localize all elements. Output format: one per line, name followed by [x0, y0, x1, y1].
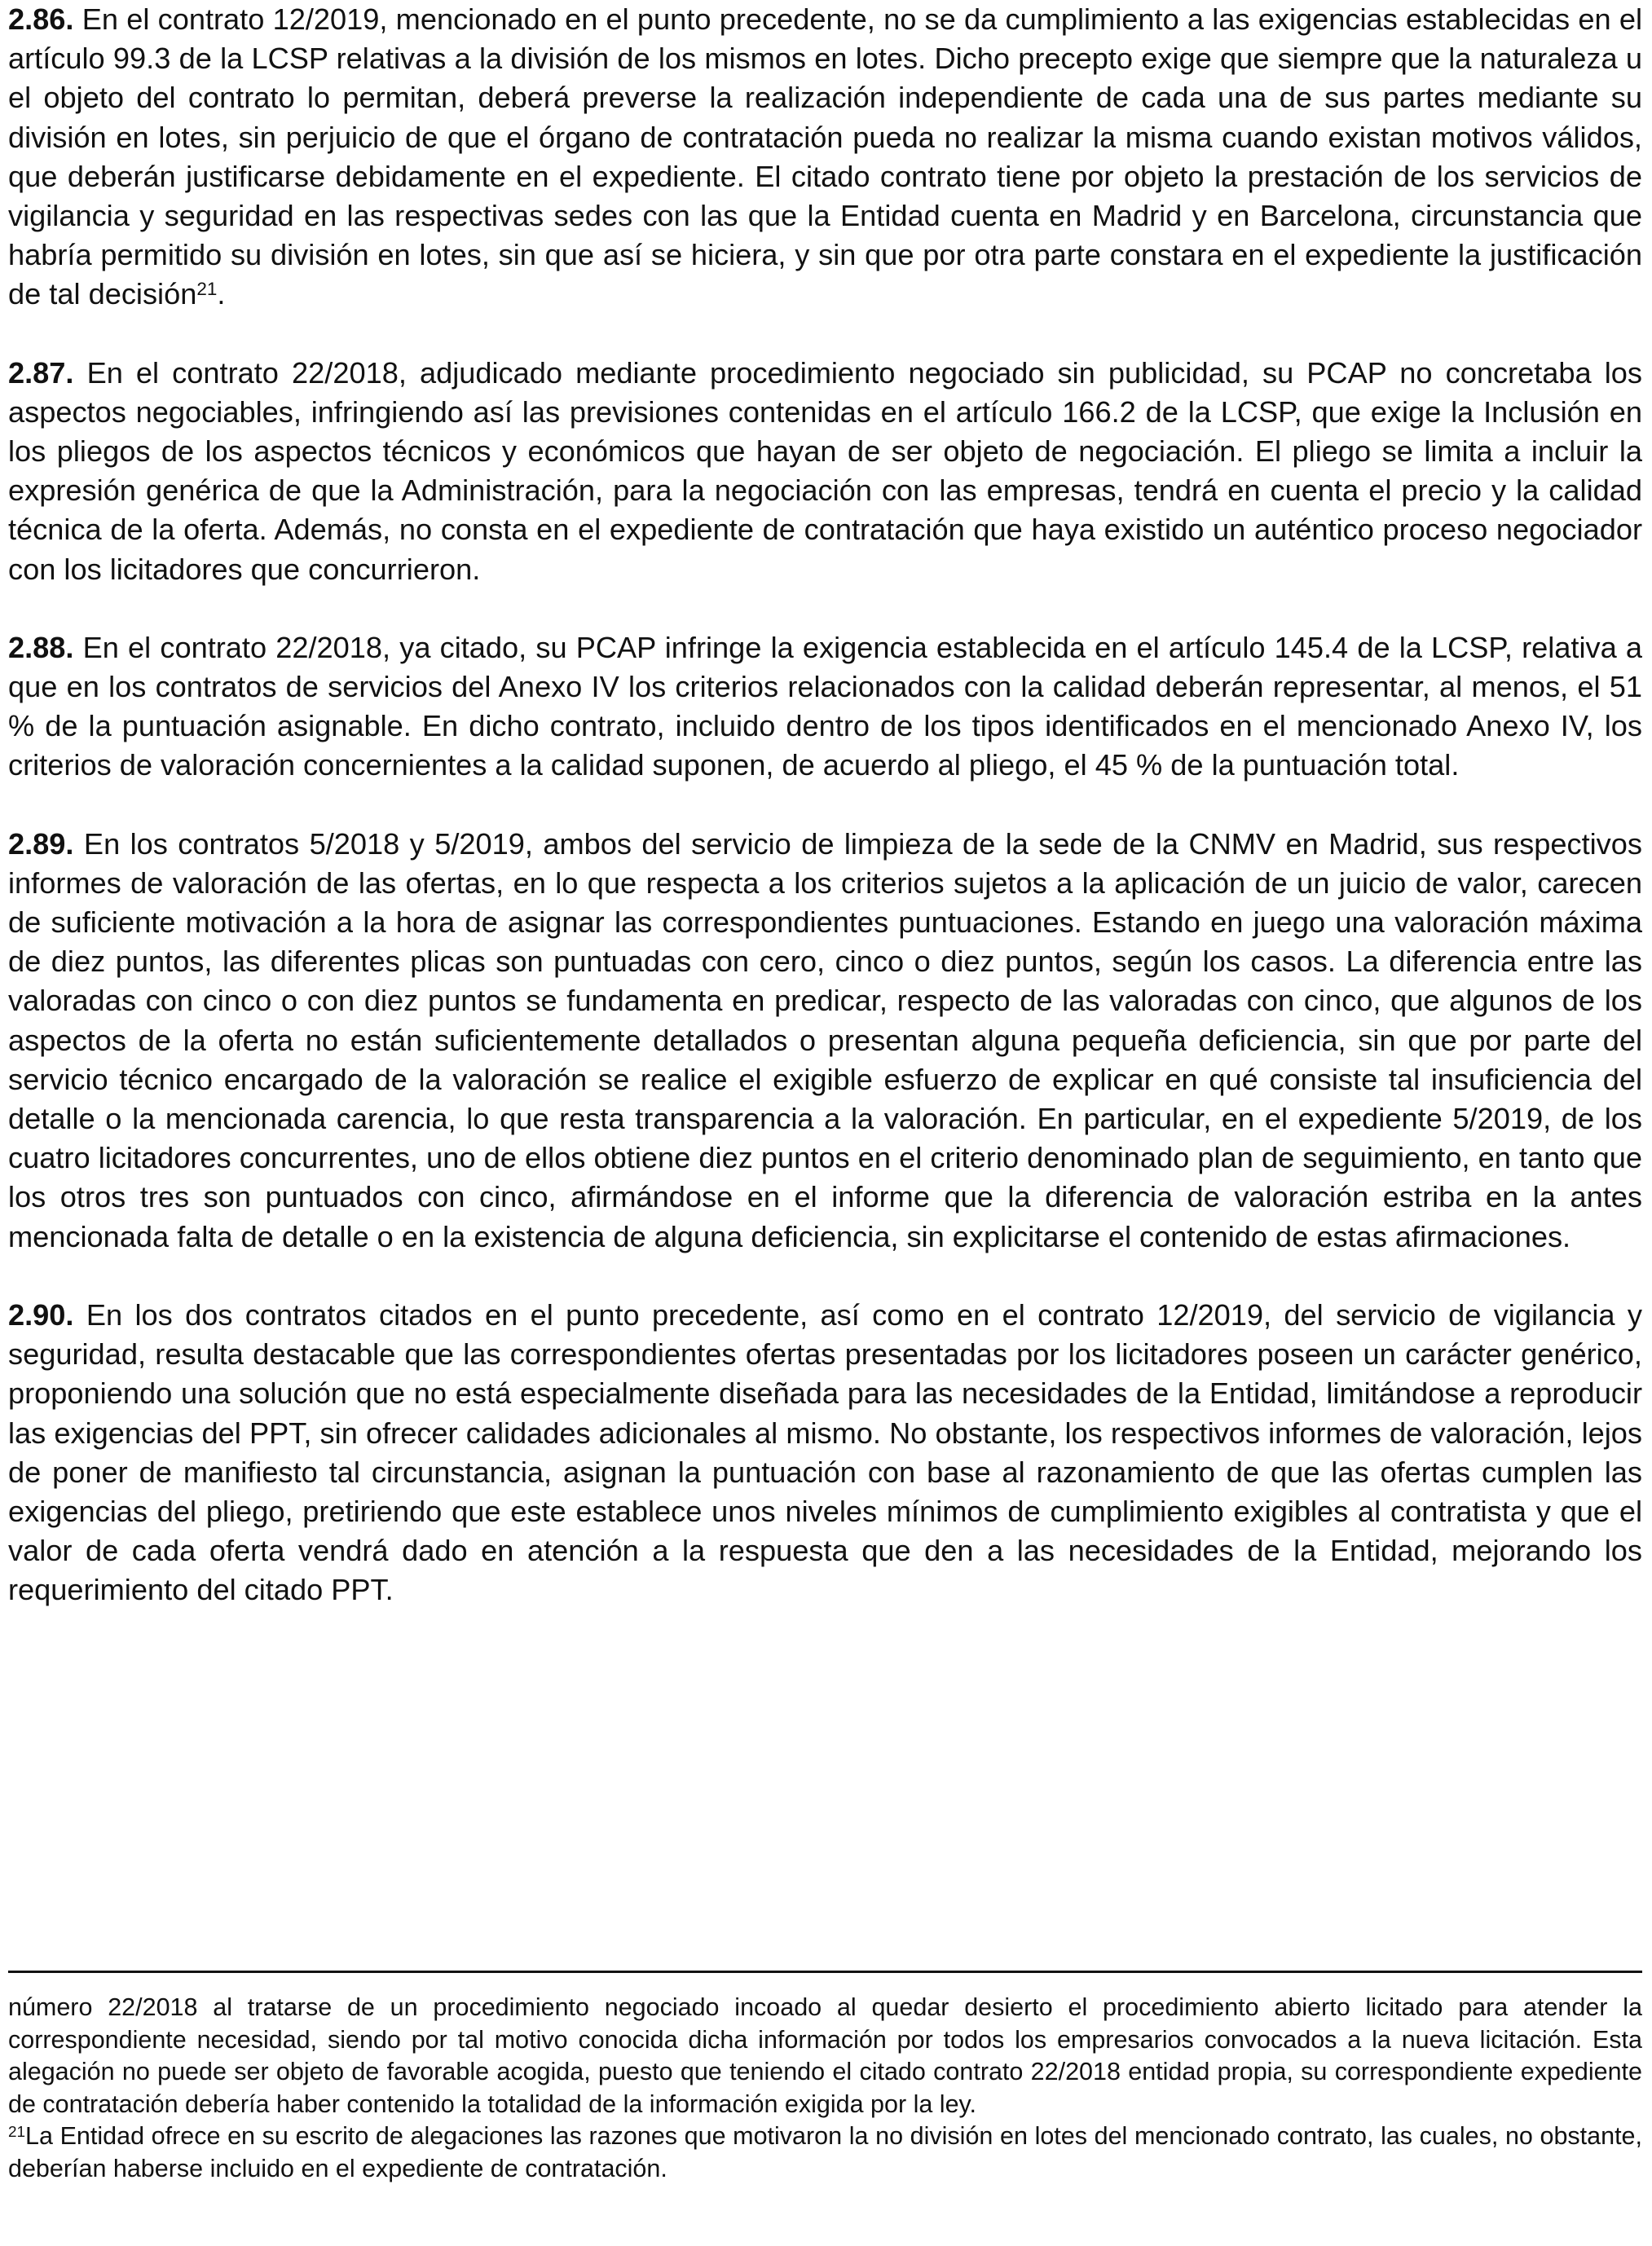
- paragraph-2-88: [8, 628, 1642, 786]
- footnote-21: [8, 2120, 1642, 2185]
- footnote-reference[interactable]: 21: [196, 279, 218, 300]
- footnote-text: La Entidad ofrece en su escrito de alegaciones las razones que motivaron la no división en lotes del mencionado contrato, las cuales, no obstante, deberían haberse incluido en el expediente de contratación.: [8, 2122, 1642, 2182]
- paragraph-number: 2.87.: [8, 355, 74, 390]
- footnotes-section: [8, 1992, 1642, 2185]
- paragraph-number: 2.90.: [8, 1297, 74, 1332]
- paragraph-text: En el contrato 12/2019, mencionado en el punto precedente, no se da cumplimiento a las exigencias establecidas en el artículo 99.3 de la LCSP relativas a la división de los mismos en lotes. Dicho precepto exige que siempre que la naturaleza u el objeto del contrato lo permitan, deberá preverse la realización independiente de cada una de sus partes mediante su división en lotes, sin perjuicio de que el órgano de contratación pueda no realizar la misma cuando existan motivos válidos, que deberán justificarse debidamente en el expediente. El citado contrato tiene por objeto la prestación de los servicios de vigilancia y seguridad en las respectivas sedes con las que la Entidad cuenta en Madrid y en Barcelona, circunstancia que habría permitido su división en lotes, sin que así se hiciera, y sin que por otra parte constara en el expediente la justificación de tal decisión: [8, 2, 1642, 311]
- paragraph-text-end: .: [217, 277, 226, 311]
- paragraph-text: En el contrato 22/2018, ya citado, su PCAP infringe la exigencia establecida en el artículo 145.4 de la LCSP, relativa a que en los contratos de servicios del Anexo IV los criterios relacionados con la calidad deberán representar, al menos, el 51 % de la puntuación asignable. En dicho contrato, incluido dentro de los tipos identificados en el mencionado Anexo IV, los criterios de valoración concernientes a la calidad suponen, de acuerdo al pliego, el 45 % de la puntuación total.: [8, 630, 1642, 782]
- paragraph-2-87: [8, 354, 1642, 589]
- document-body: [8, 0, 1642, 1610]
- paragraph-2-89: [8, 825, 1642, 1257]
- footnote-continued: número 22/2018 al tratarse de un procedimiento negociado incoado al quedar desierto el procedimiento abierto licitado para atender la correspondiente necesidad, siendo por tal motivo conocida dicha información por todos los empresarios convocados a la nueva licitación. Esta alegación no puede ser objeto de favorable acogida, puesto que teniendo el citado contrato 22/2018 entidad propia, su correspondiente expediente de contratación debería haber contenido la totalidad de la información exigida por la ley.: [8, 1993, 1642, 2118]
- paragraph-number: 2.89.: [8, 826, 74, 861]
- paragraph-2-90: [8, 1296, 1642, 1610]
- paragraph-number: 2.88.: [8, 630, 74, 664]
- paragraph-text: En los contratos 5/2018 y 5/2019, ambos del servicio de limpieza de la sede de la CNMV en Madrid, sus respectivos informes de valoración de las ofertas, en lo que respecta a los criterios sujetos a la aplicación de un juicio de valor, carecen de suficiente motivación a la hora de asignar las correspondientes puntuaciones. Estando en juego una valoración máxima de diez puntos, las diferentes plicas son puntuadas con cero, cinco o diez puntos, según los casos. La diferencia entre las valoradas con cinco o con diez puntos se fundamenta en predicar, respecto de las valoradas con cinco, que algunos de los aspectos de la oferta no están suficientemente detallados o presentan alguna pequeña deficiencia, sin que por parte del servicio técnico encargado de la valoración se realice el exigible esfuerzo de explicar en qué consiste tal insuficiencia del detalle o la mencionada carencia, lo que resta transparencia a la valoración. En particular, en el expediente 5/2019, de los cuatro licitadores concurrentes, uno de ellos obtiene diez puntos en el criterio denominado plan de seguimiento, en tanto que los otros tres son puntuados con cinco, afirmándose en el informe que la diferencia de valoración estriba en la antes mencionada falta de detalle o en la existencia de alguna deficiencia, sin explicitarse el contenido de estas afirmaciones.: [8, 826, 1642, 1253]
- paragraph-text: En el contrato 22/2018, adjudicado mediante procedimiento negociado sin publicidad, su PCAP no concretaba los aspectos negociables, infringiendo así las previsiones contenidas en el artículo 166.2 de la LCSP, que exige la Inclusión en los pliegos de los aspectos técnicos y económicos que hayan de ser objeto de negociación. El pliego se limita a incluir la expresión genérica de que la Administración, para la negociación con las empresas, tendrá en cuenta el precio y la calidad técnica de la oferta. Además, no consta en el expediente de contratación que haya existido un auténtico proceso negociador con los licitadores que concurrieron.: [8, 355, 1642, 586]
- footnote-separator: [8, 1971, 1642, 1973]
- paragraph-number: 2.86.: [8, 2, 74, 36]
- footnote-marker: 21: [8, 2123, 26, 2141]
- paragraph-text: En los dos contratos citados en el punto precedente, así como en el contrato 12/2019, del servicio de vigilancia y seguridad, resulta destacable que las correspondientes ofertas presentadas por los licitadores poseen un carácter genérico, proponiendo una solución que no está especialmente diseñada para las necesidades de la Entidad, limitándose a reproducir las exigencias del PPT, sin ofrecer calidades adicionales al mismo. No obstante, los respectivos informes de valoración, lejos de poner de manifiesto tal circunstancia, asignan la puntuación con base al razonamiento de que las ofertas cumplen las exigencias del pliego, pretiriendo que este establece unos niveles mínimos de cumplimiento exigibles al contratista y que el valor de cada oferta vendrá dado en atención a la respuesta que den a las necesidades de la Entidad, mejorando los requerimiento del citado PPT.: [8, 1297, 1642, 1607]
- paragraph-2-86: [8, 0, 1642, 315]
